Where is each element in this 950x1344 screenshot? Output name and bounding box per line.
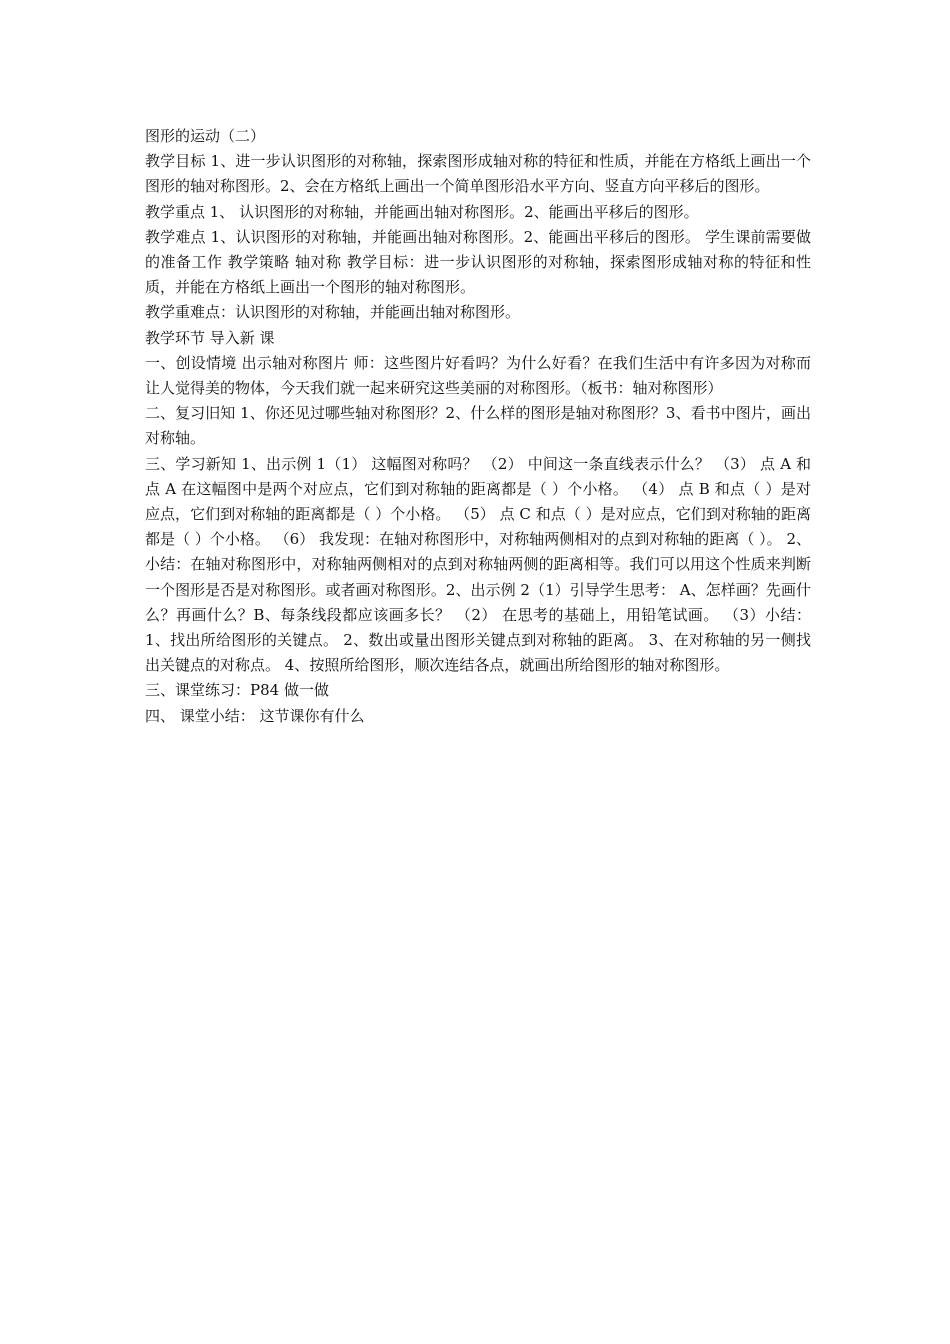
review-section-paragraph: 二、复习旧知 1、你还见过哪些轴对称图形？2、什么样的图形是轴对称图形？3、看书中图片，画出对称轴。 [145, 404, 811, 448]
document-title: 图形的运动（二） [145, 127, 266, 145]
key-difficulties-paragraph: 教学重难点：认识图形的对称轴，并能画出轴对称图形。 [145, 303, 521, 322]
situation-section-paragraph: 一、创设情境 出示轴对称图片 师：这些图片好看吗？为什么好看？在我们生活中有许多因为对称而让人觉得美的物体，今天我们就一起来研究这些美丽的对称图形。（板书：轴对称图形） [145, 353, 811, 398]
teaching-objectives-paragraph: 教学目标 1、进一步认识图形的对称轴，探索图形成轴对称的特征和性质，并能在方格纸上画出一个图形的轴对称图形。2、会在方格纸上画出一个简单图形沿水平方向、竖直方向平移后的图形。 [145, 152, 811, 196]
new-knowledge-section-paragraph: 三、学习新知 1、出示例 1（1） 这幅图对称吗？ （2） 中间这一条直线表示什么？ （3） 点 A 和点 A 在这幅图中是两个对应点，它们到对称轴的距离都是（ ）个小格。 （4） 点 B 和点（ ）是对应点，它们到对称轴的距离都是（ ）个小格。 （5） 点 C 和点（ ）是对应点，它们到对称轴的距离都是（ ）个小格。 （6） 我发现：在轴对称图形中，对称轴两侧相对的点到对称轴的距离（ ）。 2、小结：在轴对称图形中，对称轴两侧相对的点到对称轴两侧的距离相等。我们可以用这个性质来判断一个图形是否是对称图形。或者画对称图形。2、出示例 2（1）引导学生思考： A、怎样画？先画什么？再画什么？B、每条线段都应该画多长？ （2） 在思考的基础上，用铅笔试画。 （3）小结：1、找出所给图形的关键点。 2、数出或量出图形关键点到对称轴的距离。 3、在对称轴的另一侧找出关键点的对称点。 4、按照所给图形，顺次连结各点，就画出所给图形的轴对称图形。 [145, 454, 811, 675]
document-body [145, 124, 811, 729]
teaching-key-points-paragraph: 教学重点 1、 认识图形的对称轴，并能画出轴对称图形。2、能画出平移后的图形。 [145, 202, 699, 221]
summary-section-paragraph: 四、 课堂小结： 这节课你有什么 [145, 706, 365, 725]
teaching-difficulties-paragraph: 教学难点 1、认识图形的对称轴，并能画出轴对称图形。2、能画出平移后的图形。 学生课前需要做的准备工作 教学策略 轴对称 教学目标：进一步认识图形的对称轴，探索图形成轴对称的特征和性质，并能在方格纸上画出一个图形的轴对称图形。 [145, 227, 811, 297]
teaching-stages-paragraph: 教学环节 导入新 课 [145, 328, 275, 347]
practice-section-paragraph: 三、课堂练习：P84 做一做 [145, 681, 329, 700]
